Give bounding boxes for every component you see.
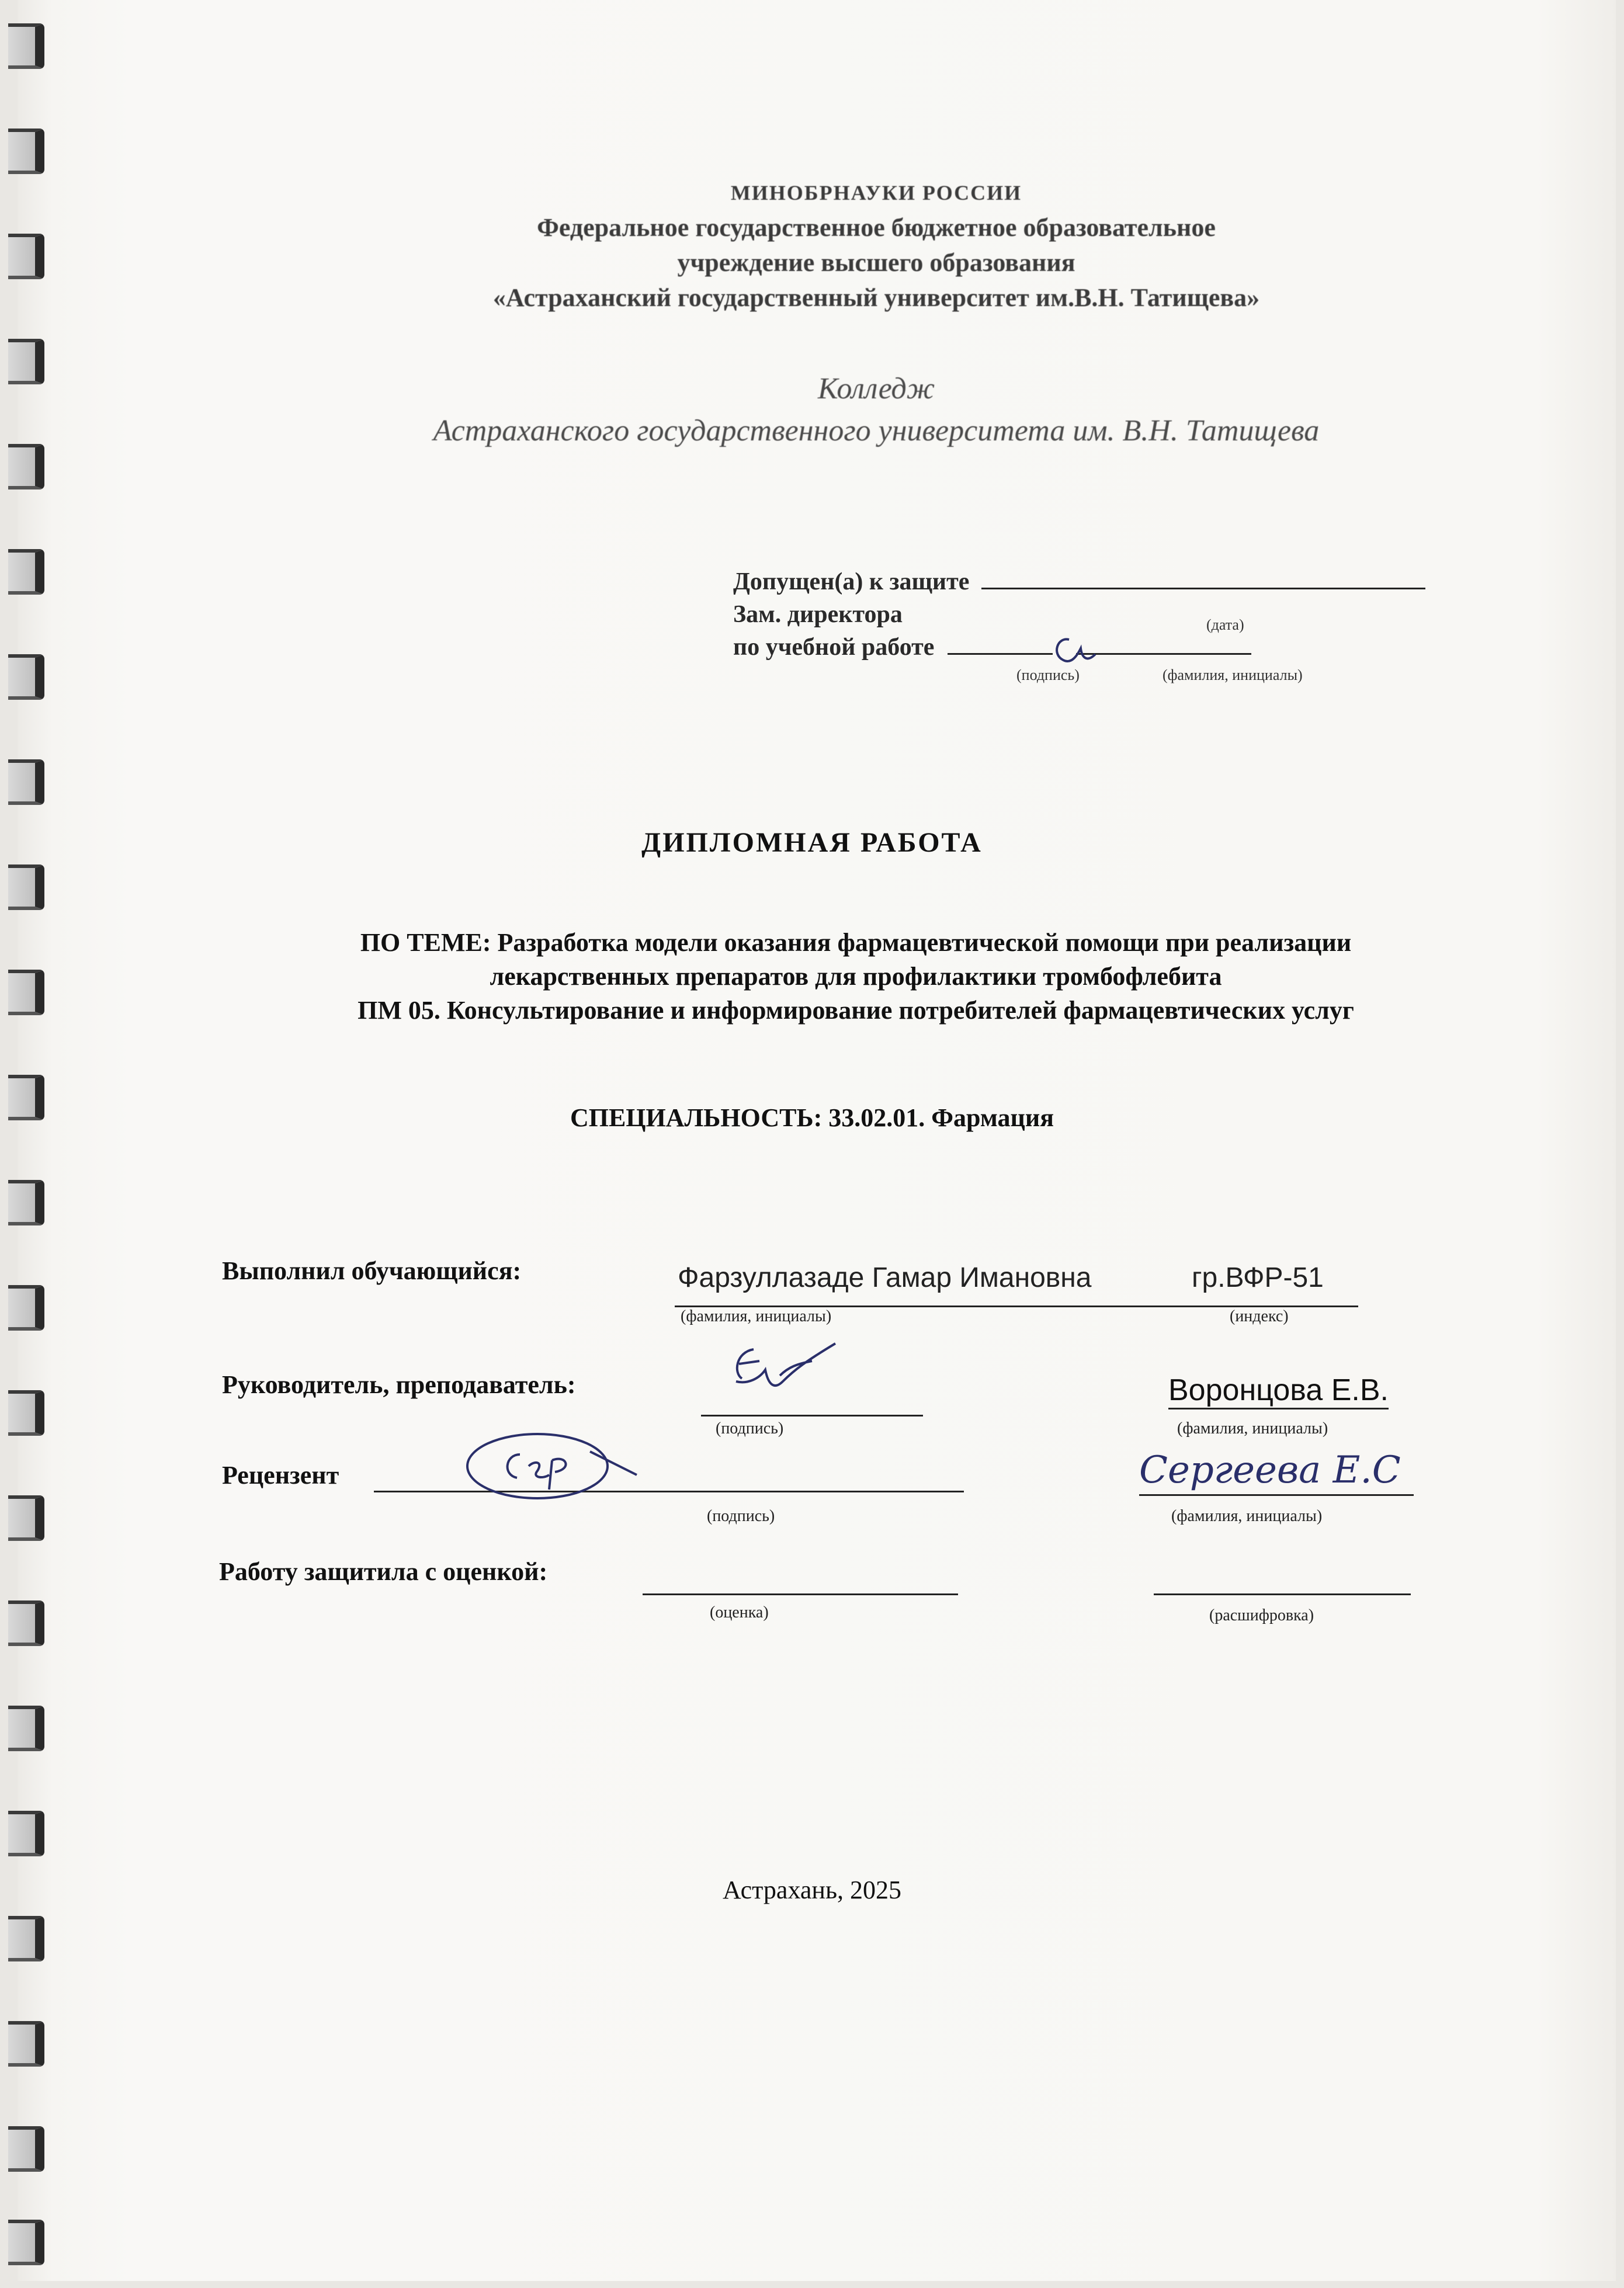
grade-label: Работу защитила с оценкой: xyxy=(219,1557,548,1586)
grade-line xyxy=(643,1554,958,1595)
name-caption: (фамилия, инициалы) xyxy=(1163,666,1303,683)
binding-ring xyxy=(8,444,44,489)
supervisor-name: Воронцова Е.В. xyxy=(1168,1373,1389,1409)
grade-caption: (оценка) xyxy=(710,1603,769,1622)
student-label: Выполнил обучающийся: xyxy=(222,1256,522,1285)
binding-ring xyxy=(8,129,44,174)
reviewer-label: Рецензент xyxy=(222,1461,339,1490)
binding-ring xyxy=(8,1811,44,1856)
deputy-label: Зам. директора xyxy=(733,601,903,628)
binding-ring xyxy=(8,339,44,384)
deputy-signature xyxy=(1046,631,1110,672)
supervisor-signature-caption: (подпись) xyxy=(716,1419,784,1438)
binding-ring xyxy=(8,1916,44,1961)
binding-ring xyxy=(8,970,44,1015)
binding-ring xyxy=(8,1390,44,1436)
reviewer-signature xyxy=(456,1425,643,1507)
institution-line-3: «Астраханский государственный университет им.В.Н. Татищева» xyxy=(492,283,1260,312)
date-caption: (дата) xyxy=(1206,616,1244,633)
binding-ring xyxy=(8,1285,44,1331)
binding-ring xyxy=(8,2021,44,2067)
reviewer-signature-caption: (подпись) xyxy=(707,1507,775,1525)
admitted-label: Допущен(а) к защите xyxy=(733,568,970,595)
binding-ring xyxy=(8,1600,44,1646)
supervisor-signature xyxy=(719,1338,870,1408)
binding-ring xyxy=(8,1706,44,1751)
document-type-title: ДИПЛОМНАЯ РАБОТА xyxy=(641,827,983,858)
college-line-2: Астраханского государственного университета им. В.Н. Татищева xyxy=(433,414,1320,447)
supervisor-label: Руководитель, преподаватель: xyxy=(222,1370,576,1399)
college-line-1: Колледж xyxy=(817,372,935,405)
supervisor-name-caption: (фамилия, инициалы) xyxy=(1177,1419,1328,1438)
decoding-caption: (расшифровка) xyxy=(1209,1606,1314,1624)
specialty-line: СПЕЦИАЛЬНОСТЬ: 33.02.01. Фармация xyxy=(570,1103,1054,1132)
signature-caption: (подпись) xyxy=(1016,666,1080,683)
reviewer-name-caption: (фамилия, инициалы) xyxy=(1171,1507,1323,1525)
institution-line-2: учреждение высшего образования xyxy=(677,248,1075,277)
signature-line xyxy=(948,653,1053,655)
topic-block xyxy=(228,926,1484,1027)
binding-ring xyxy=(8,1495,44,1541)
topic-line-1: ПО ТЕМЕ: Разработка модели оказания фармацевтической помощи при реализации xyxy=(360,928,1352,957)
grade-decoding-line xyxy=(1154,1554,1411,1595)
binding-ring xyxy=(8,234,44,279)
student-group-caption: (индекс) xyxy=(1230,1307,1289,1325)
binding-ring xyxy=(8,23,44,69)
topic-line-2: лекарственных препаратов для профилактики тромбофлебита xyxy=(490,962,1222,991)
binding-ring xyxy=(8,1180,44,1225)
binding-ring xyxy=(8,2126,44,2172)
binding-ring xyxy=(8,2220,44,2265)
institution-header xyxy=(304,175,1449,315)
city-year: Астрахань, 2025 xyxy=(722,1876,902,1904)
student-name: Фарзуллазаде Гамар Имановна xyxy=(678,1262,1092,1293)
institution-line-1: Федеральное государственное бюджетное образовательное xyxy=(537,213,1216,242)
binding-ring xyxy=(8,654,44,700)
date-line xyxy=(981,588,1425,589)
spiral-binding xyxy=(0,0,64,2288)
paper-sheet xyxy=(18,0,1616,2281)
topic-line-3: ПМ 05. Консультирование и информирование потребителей фармацевтических услуг xyxy=(358,996,1354,1025)
student-group: гр.ВФР-51 xyxy=(1192,1262,1324,1293)
academic-label: по учебной работе xyxy=(733,634,935,661)
binding-ring xyxy=(8,864,44,910)
reviewer-name: Сергеева Е.С xyxy=(1139,1449,1401,1492)
student-name-caption: (фамилия, инициалы) xyxy=(681,1307,832,1325)
binding-ring xyxy=(8,759,44,805)
college-name xyxy=(304,368,1449,452)
ministry-line: МИНОБРНАУКИ РОССИИ xyxy=(730,181,1022,204)
binding-ring xyxy=(8,549,44,595)
